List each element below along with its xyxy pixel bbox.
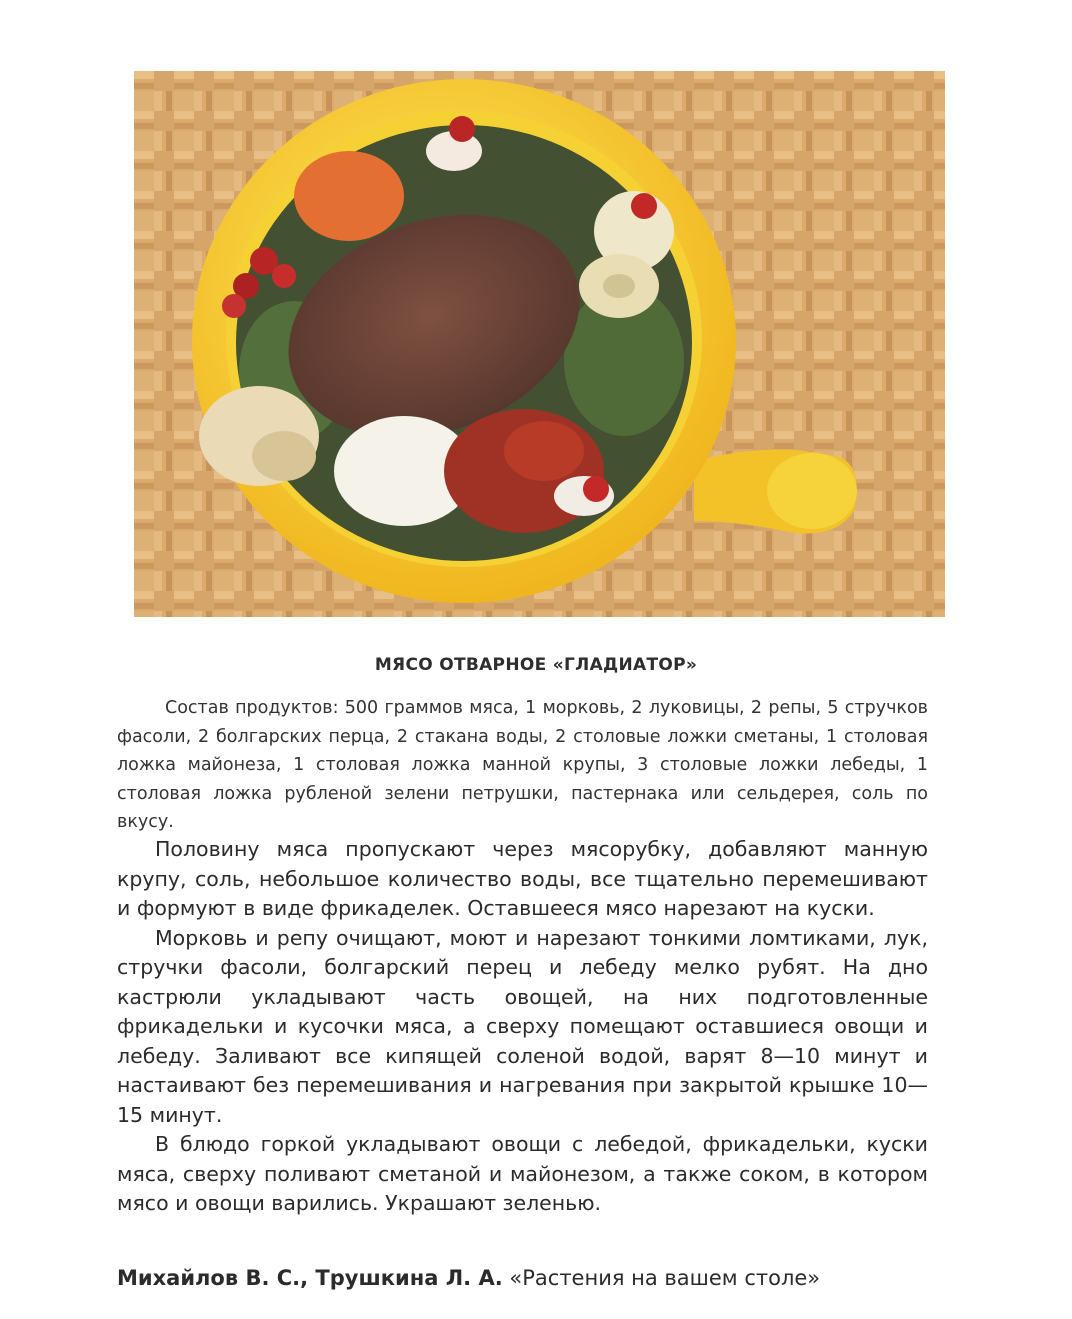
credit-book: «Растения на вашем столе» <box>509 1266 821 1290</box>
credit-authors: Михайлов В. С., Трушкина Л. А. <box>117 1266 503 1290</box>
source-credit <box>117 1266 947 1290</box>
dish-photo <box>134 71 945 617</box>
method-paragraph: В блюдо горкой укладывают овощи с лебедой, фрикадельки, куски мяса, сверху поливают сметаной и майонезом, а также соком, в котором мясо и овощи варились. Украшают зеленью. <box>117 1132 928 1215</box>
recipe-title: МЯСО ОТВАРНОЕ «ГЛАДИАТОР» <box>374 655 698 675</box>
method-paragraph: Морковь и репу очищают, моют и нарезают тонкими ломтиками, лук, стручки фасоли, болгарский перец и лебеду мелко рубят. На дно кастрюли укладывают часть овощей, на них подготовленные фрикадельки и кусочки мяса, а сверху помещают оставшиеся овощи и лебеду. Заливают все кипящей соленой водой, варят 8—10 минут и настаивают без перемешивания и нагревания при закрытой крышке 10—15 минут. <box>117 925 928 1127</box>
method-text <box>117 835 928 1219</box>
method-paragraph: Половину мяса пропускают через мясорубку, добавляют манную крупу, соль, небольшое количество воды, все тщательно перемешивают и формуют в виде фрикаделек. Оставшееся мясо нарезают на куски. <box>117 837 928 920</box>
ingredients-list: Состав продуктов: 500 граммов мяса, 1 морковь, 2 луковицы, 2 репы, 5 стручков фасоли, 2 болгарских перца, 2 стакана воды, 2 столовые ложки сметаны, 1 столовая ложка майонеза, 1 столовая ложка манной крупы, 3 столовые ложки лебеды, 1 столовая ложка рубленой зелени петрушки, пастернака или сельдерея, соль по вкусу. <box>117 698 928 832</box>
